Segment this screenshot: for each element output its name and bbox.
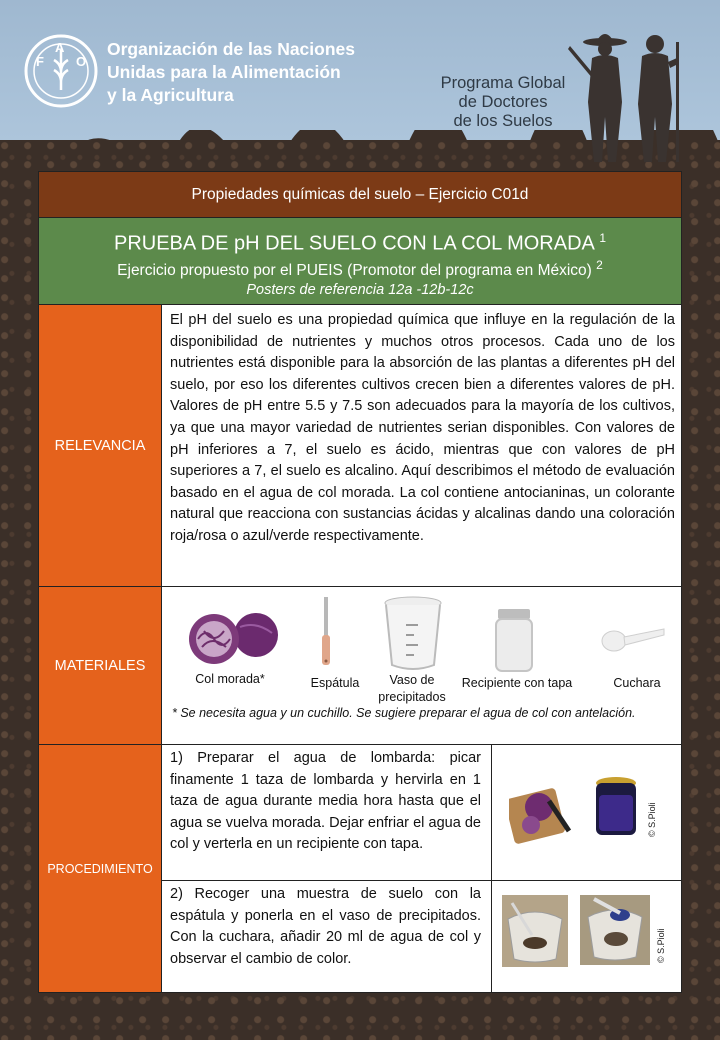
title-footnote: 1 (599, 231, 607, 245)
procedure-step-1: 1) Preparar el agua de lombarda: picar finamente 1 taza de lombarda y hervirla en 1 taza de agua durante media hora hasta que el agua se vuelva morada. Dejar enfriar el agua de col y verterla en un recipiente con tapa. (170, 750, 481, 852)
program-name (440, 74, 566, 131)
svg-text:O: O (76, 54, 87, 69)
material-label-cabbage: Col morada* (195, 672, 265, 686)
beaker-image (382, 595, 444, 671)
photo-credit-2: © S.Pioli (656, 928, 666, 963)
organization-name (107, 38, 355, 107)
relevancia-label: RELEVANCIA (39, 305, 162, 586)
topic-bar: Propiedades químicas del suelo – Ejercicio C01d (39, 172, 681, 218)
org-line-1: Organización de las Naciones (107, 39, 355, 59)
material-label-spoon: Cuchara (613, 676, 661, 690)
spoon-image (600, 625, 666, 655)
step-1-photo (509, 771, 645, 845)
procedimiento-row (39, 745, 681, 992)
step-divider (162, 880, 681, 881)
program-line-2: de Doctores (458, 93, 548, 111)
procedure-step-2: 2) Recoger una muestra de suelo con la espátula y ponerla en el vaso de precipitados. Con la cuchara, añadir 20 ml de agua de col y observar el cambio de color. (170, 886, 481, 967)
program-line-1: Programa Global (440, 74, 566, 92)
relevancia-text: El pH del suelo es una propiedad química que influye en la regulación de la disponibilidad de nutrientes y muchos otros procesos. Cada uno de los nutrientes está disponible para la absorción de las plantas a diferentes pH del suelo, por eso los diferentes cultivos crecen bien a diferentes valores de pH. Valores de pH entre 5.5 y 7.5 son adecuados para la mayoría de los cultivos, ya que una mayor variedad de nutrientes serian disponibles. Con valores de pH inferiores a 7, el suelo es ácido, mientras que con valores de pH superiores a 7, el suelo es alcalino. Aquí describimos el método de evaluación basado en el agua de col morada. La col contiene antocianinas, un colorante natural que reacciona con sustancias ácidas y alcalinas dando una coloración roja/rosa o azul/verde respectivamente. (170, 312, 675, 544)
material-label-jar: Recipiente con tapa (461, 676, 573, 690)
step-2-photo-a (502, 895, 568, 967)
procedure-divider (491, 745, 492, 992)
farmers-silhouette (560, 22, 710, 162)
reference-posters: Posters de referencia 12a -12b-12c (246, 281, 474, 298)
fao-logo (24, 34, 98, 108)
spatula-image (320, 597, 332, 669)
materials-note: * Se necesita agua y un cuchillo. Se sugiere preparar el agua de col con antelación. (172, 706, 636, 720)
materiales-label: MATERIALES (39, 587, 162, 744)
card-title: PRUEBA DE pH DEL SUELO CON LA COL MORADA (113, 232, 594, 255)
relevancia-row (39, 305, 681, 587)
org-line-2: Unidas para la Alimentación (107, 62, 341, 82)
photo-credit-1: © S.Pioli (647, 802, 657, 837)
card-subtitle: Ejercicio propuesto por el PUEIS (Promotor del programa en México) (117, 261, 592, 279)
red-cabbage-image (184, 605, 280, 667)
title-bar (39, 218, 681, 305)
procedimiento-label: PROCEDIMIENTO (39, 745, 162, 992)
org-line-3: y la Agricultura (107, 85, 234, 105)
subtitle-footnote: 2 (596, 257, 603, 272)
svg-text:F: F (36, 54, 44, 69)
exercise-card (38, 171, 682, 993)
material-label-spatula: Espátula (310, 676, 360, 690)
jar-image (493, 609, 535, 673)
svg-text:A: A (55, 40, 65, 55)
material-label-beaker: Vaso de precipitados (378, 673, 446, 704)
program-line-3: de los Suelos (453, 112, 553, 130)
step-2-photo-b (580, 895, 650, 965)
materiales-row (39, 587, 681, 745)
